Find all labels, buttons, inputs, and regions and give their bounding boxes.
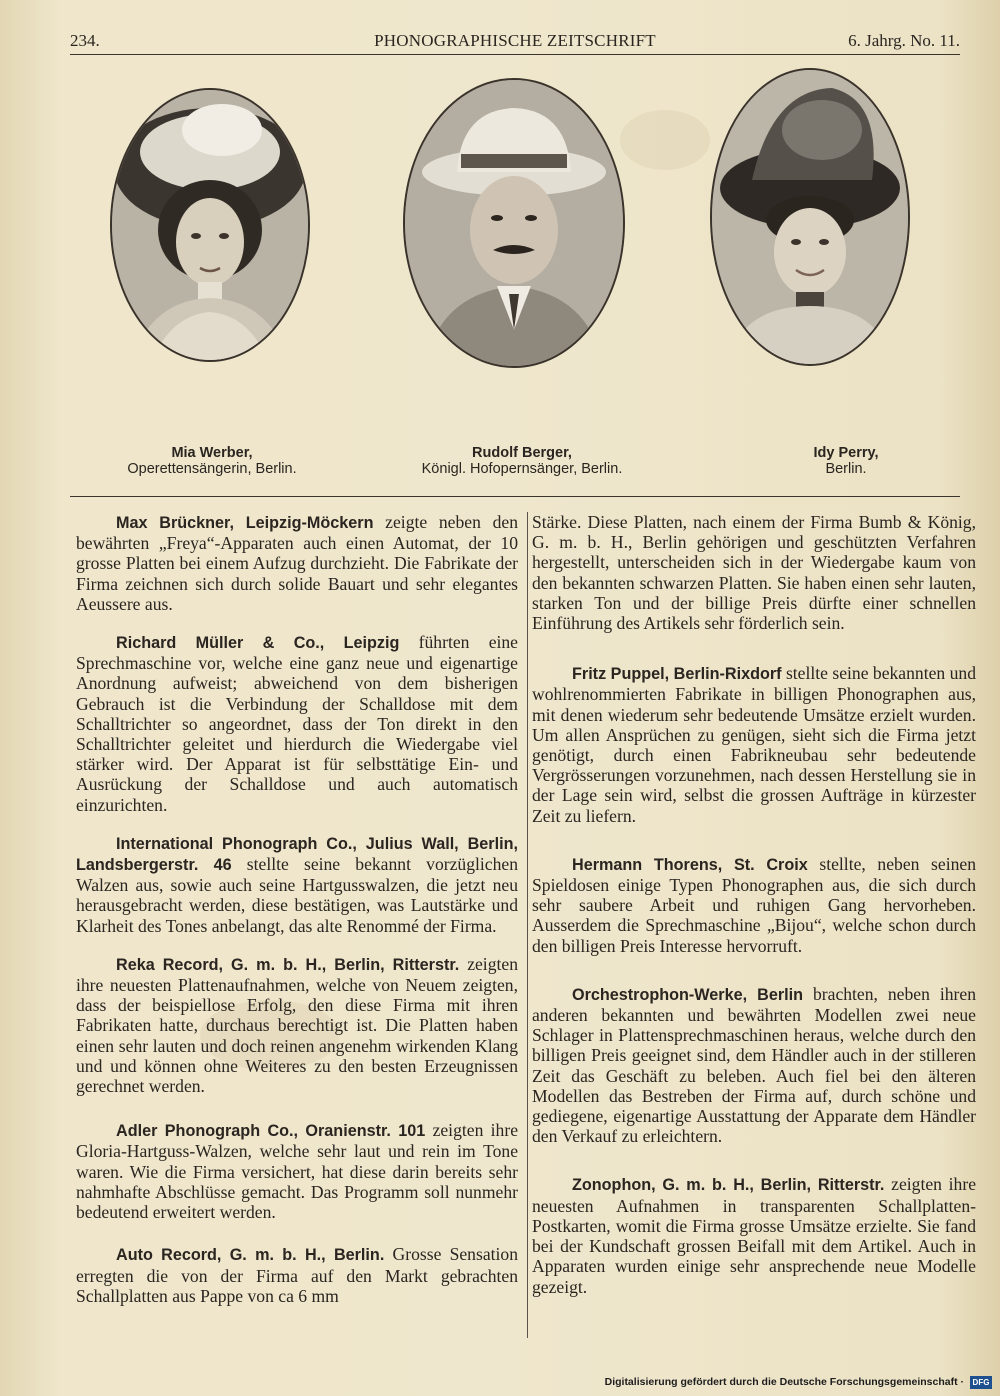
paragraph-text: stellte, neben seinen Spieldosen einige Typen Phonographen aus, die sich durch sehr saubere Arbeit und ruhigen Gang hervorheben. Ausserdem die Sprechmaschine „Bijou“, welche schon durch den billigen Preis Interesse hervorruft.: [532, 853, 976, 956]
paragraph-text: brachten, neben ihren anderen bekannten und bewährten Modellen zwei neue Schlager in Plattensprechmaschinen heraus, welche durch den billigen Preis geeignet sind, dem Händler auch in der stilleren Zeit das Geschäft zu beleben. Auch fiel bei den älteren Modellen das Bestreben der Firma auf, durch schöne und gediegene, eigenartige Ausstattung der Apparate dem Händler den Verkauf zu erleichtern.: [532, 983, 976, 1147]
article-paragraph: [76, 954, 518, 1096]
firm-name: Hermann Thorens, St. Croix: [572, 855, 808, 874]
paper-stain: [620, 110, 710, 170]
digitization-footer: [605, 1374, 992, 1390]
issue-number: 6. Jahrg. No. 11.: [848, 31, 960, 50]
running-header: [70, 30, 960, 52]
left-column: [76, 512, 518, 1306]
caption-mia-werber: [96, 445, 328, 477]
continued-paragraph: Stärke. Diese Platten, nach einem der Firma Bumb & König, G. m. b. H., Berlin gehörigen und geschützten Verfahren hergestellt, unterscheiden sich in der Wiedergabe kaum von den bekannten schwarzen Platten. Sie haben einen sehr lauten, starken Ton und der billige Preis dürfte einer schnellen Einführung des Artikels sehr förderlich sein.: [532, 512, 976, 634]
firm-name: Fritz Puppel, Berlin-Rixdorf: [572, 665, 782, 684]
firm-name: International Phonograph Co., Julius Wall, Berlin, Landsbergerstr. 46: [76, 834, 518, 875]
firm-name: Orchestrophon-Werke, Berlin: [572, 985, 804, 1004]
caption-role: Königl. Hofopernsänger, Berlin.: [421, 461, 623, 477]
article-paragraph: [532, 1174, 976, 1296]
dfg-logo-icon: DFG: [970, 1376, 992, 1389]
article-paragraph: [532, 663, 976, 826]
man-with-hat-illustration: [405, 80, 623, 366]
portrait-photo-rudolf-berger: [403, 78, 625, 368]
firm-name: Reka Record, G. m. b. H., Berlin, Ritterstr.: [116, 955, 460, 974]
article-paragraph: [76, 512, 518, 614]
journal-title: PHONOGRAPHISCHE ZEITSCHRIFT: [374, 31, 656, 50]
caption-rudolf-berger: [392, 445, 652, 477]
caption-idy-perry: [756, 445, 936, 477]
portrait-photo-mia-werber: [110, 88, 310, 362]
paragraph-text: stellte seine bekannt vorzüglichen Walzen aus, sowie auch seine Hartgusswalzen, die jetzt neu herausgebracht werden, diese bestätigen, was Lautstärke und Klarheit des Tones anbelangt, das alte Renommé der Firma.: [76, 854, 518, 936]
article-paragraph: [76, 1244, 518, 1306]
article-paragraph: [532, 984, 976, 1147]
column-rule: [527, 512, 528, 1338]
firm-name: Adler Phonograph Co., Oranienstr. 101: [116, 1122, 426, 1141]
firm-name: Max Brückner, Leipzig-Möckern: [116, 514, 374, 532]
caption-name: Idy Perry,: [813, 445, 879, 461]
woman-with-feathered-hat-illustration: [112, 90, 308, 360]
firm-name: Zonophon, G. m. b. H., Berlin, Ritterstr.: [572, 1176, 885, 1195]
portrait-photo-idy-perry: [710, 68, 910, 366]
caption-name: Rudolf Berger,: [472, 445, 572, 461]
right-column: [532, 512, 976, 1297]
article-paragraph: [76, 833, 518, 936]
header-rule: [70, 54, 960, 55]
caption-role: Berlin.: [825, 461, 867, 477]
paragraph-text: zeigten ihre neuesten Plattenaufnahmen, welche von Neuem zeigten, dass der beispiellose Erfolg, den diese Firma mit ihren Fabrikaten hatte, durchaus berechtigt ist. Die Platten haben einen sehr lauten und doch reinen angenehm wirkenden Klang und und können ohne Weiteres zu den besten Erzeugnissen gerechnet werden.: [76, 953, 518, 1097]
paragraph-text: führten eine Sprechmaschine vor, welche eine ganz neue und eigenartige Anordnung aufweist; abweichend von dem bisherigen Gebrauch ist die Verbindung der Schalldose mit dem Schalltrichter so angeordnet, dass der Ton direkt in den Schalltrichter geleitet und hierdurch die Wiedergabe viel stärker wird. Der Apparat ist für selbsttätige Ein- und Ausrückung der Schalldose und auch automatisch einzurichten.: [76, 632, 518, 815]
paragraph-text: zeigte neben den bewährten „Freya“-Apparaten auch einen Automat, der 10 grosse Platten bei einem Aufzug durchzieht. Die Fabrikate der Firma zeichnen sich durch solide Bauart und sehr elegantes Aeussere aus.: [76, 512, 518, 614]
footer-credit: Digitalisierung gefördert durch die Deutsche Forschungsgemeinschaft ·: [604, 1376, 964, 1388]
paragraph-text: stellte seine bekannten und wohlrenommierten Fabrikate in billigen Phonographen aus, mit denen wiederum sehr bedeutende Umsätze erzielt wurden. Um allen Ansprüchen zu genügen, sieht sich die Firma jetzt genötigt, durch einen Fabrikneubau sehr bedeutende Vergrösserungen vorzunehmen, nach dessen Herstellung sie in der Lage sein wird, selbst die grossen Aufträge in kürzester Zeit zu liefern.: [532, 663, 976, 826]
firm-name: Richard Müller & Co., Leipzig: [116, 634, 400, 653]
caption-name: Mia Werber,: [171, 445, 253, 461]
paragraph-text: zeigten ihre Gloria-Hartguss-Walzen, welche sehr laut und rein im Tone waren. Wie die Firma versichert, hat diese darin bereits sehr nahmhafte Abschlüsse gemacht. Das Programm soll nunmehr bedeutend erweitert werden.: [76, 1120, 518, 1223]
woman-with-large-hat-illustration: [712, 70, 908, 364]
article-paragraph: [76, 1120, 518, 1222]
article-paragraph: [76, 632, 518, 815]
article-paragraph: [532, 854, 976, 956]
section-rule: [70, 496, 960, 497]
paragraph-text: Grosse Sensation erregten die von der Firma auf den Markt gebrachten Schallplatten aus Pappe von ca 6 mm: [76, 1244, 518, 1306]
caption-role: Operettensängerin, Berlin.: [127, 461, 297, 477]
page-number: 234.: [70, 31, 100, 50]
firm-name: Auto Record, G. m. b. H., Berlin.: [116, 1246, 385, 1265]
paragraph-text: zeigten ihre neuesten Aufnahmen in transparenten Schallplatten-Postkarten, womit die Firma grosse Umsätze erzielte. Sie fand bei der Kundschaft grossen Beifall mit dem Artikel. Auch in Apparaten wurden einige sehr ansprechende neue Modelle gezeigt.: [532, 1174, 977, 1297]
